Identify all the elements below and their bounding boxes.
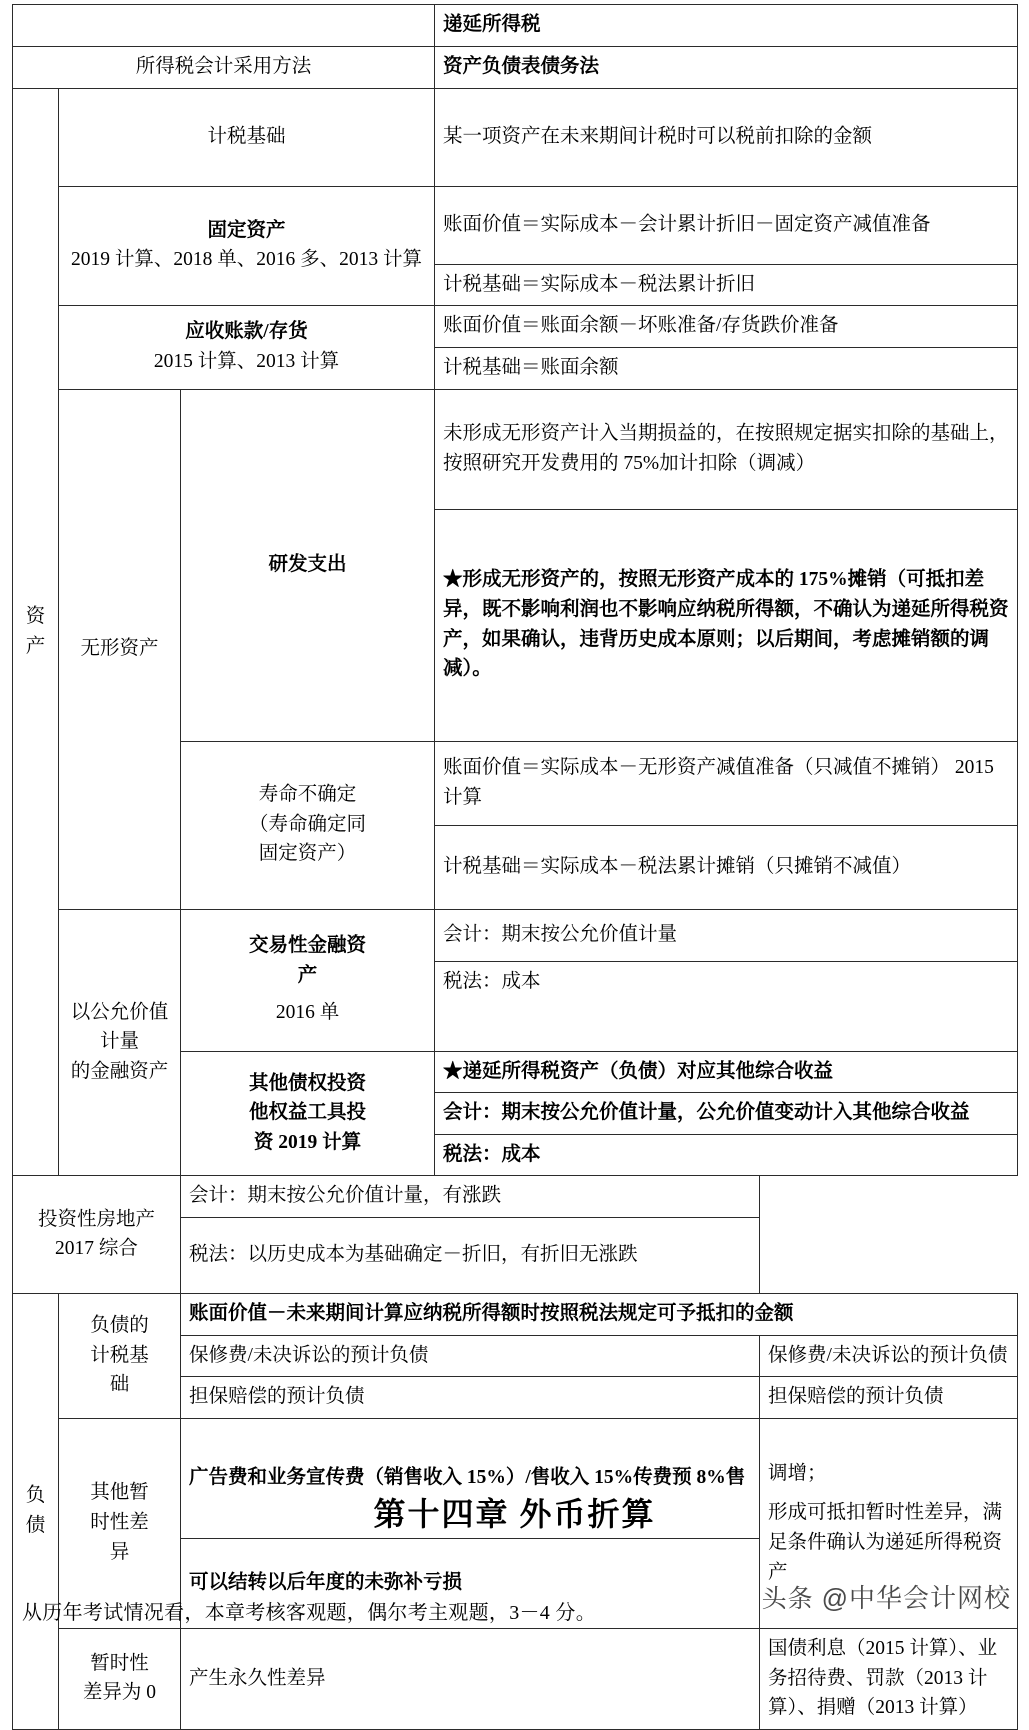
watermark-handle: @中华会计网校 (821, 1583, 1011, 1613)
other-debt-row-2: 税法：成本 (435, 1134, 1018, 1176)
liab-tax-basis-line2: 计税基 (90, 1344, 149, 1366)
table-row-liab-basis-def (13, 1294, 1018, 1336)
fv-financial-line2: 的金融资产 (70, 1060, 169, 1082)
trading-asset-row-0: 会计：期末按公允价值计量 (435, 909, 1018, 961)
liab-tax-basis-label (59, 1294, 181, 1419)
table-row-title (13, 5, 1018, 47)
trading-asset-line1: 交易性金融资 (249, 935, 367, 957)
investment-property-label (13, 1176, 181, 1294)
table-row-invprop-1 (13, 1176, 1018, 1218)
investment-property-row-0: 会计：期末按公允价值计量，有涨跌 (181, 1176, 760, 1218)
fixed-assets-exam-notes: 2019 计算、2018 单、2016 多、2013 计算 (71, 249, 423, 271)
receivables-row-1: 计税基础＝账面余额 (435, 347, 1018, 389)
liab-pair-0-right: 保修费/未决诉讼的预计负债 (760, 1335, 1018, 1377)
liab-tax-basis-line3: 础 (109, 1374, 130, 1396)
trading-asset-label (181, 909, 435, 1051)
trading-asset-row-1: 税法：成本 (435, 961, 1018, 1051)
zero-temp-diff-line1: 暂时性 (90, 1652, 149, 1674)
tax-basis-label: 计税基础 (59, 88, 435, 186)
indefinite-life-line3: 固定资产） (258, 843, 357, 865)
other-debt-label (181, 1051, 435, 1176)
investment-property-row-1: 税法：以历史成本为基础确定－折旧，有折旧无涨跌 (181, 1218, 760, 1294)
deferred-tax-summary-table (12, 4, 1018, 1730)
table-row-trading-1 (13, 909, 1018, 961)
trading-asset-line3: 2016 单 (275, 1002, 340, 1024)
assets-spine-label (13, 88, 59, 1176)
tax-basis-value: 某一项资产在未来期间计税时可以税前扣除的金额 (435, 88, 1018, 186)
indefinite-life-line2: （寿命确定同 (249, 813, 367, 835)
other-temp-diff-result-line1: 调增； (768, 1462, 827, 1484)
trading-asset-line2: 产 (297, 964, 318, 986)
zero-temp-diff-line2: 差异为 0 (82, 1682, 157, 1704)
zero-temp-diff-cause: 产生永久性差异 (181, 1628, 760, 1729)
receivables-label (59, 306, 435, 389)
table-title-cell: 递延所得税 (435, 5, 1018, 47)
zero-temp-diff-label (59, 1628, 181, 1729)
other-temp-diff-line1: 其他暂 (90, 1482, 149, 1504)
investment-property-line2: 2017 综合 (55, 1238, 138, 1260)
indefinite-life-row-0: 账面价值＝实际成本－无形资产减值准备（只减值不摊销） 2015 计算 (435, 741, 1018, 825)
table-row-fixed-assets-1 (13, 186, 1018, 264)
assets-spine-text: 资产 (25, 605, 46, 657)
rd-row-1: ★形成无形资产的，按照无形资产成本的 175%摊销（可抵扣差异，既不影响利润也不影响应纳税所得额，不确认为递延所得税资产，如果确认，违背历史成本原则；以后期间，考虑摊销额的调减）。 (435, 509, 1018, 741)
receivables-exam-notes: 2015 计算、2013 计算 (153, 350, 340, 372)
receivables-title: 应收账款/存货 (185, 321, 308, 343)
table-row-receivables-1 (13, 306, 1018, 348)
table-row-zero-temp (13, 1628, 1018, 1729)
liab-pair-1-right: 担保赔偿的预计负债 (760, 1377, 1018, 1419)
liab-pair-1-left: 担保赔偿的预计负债 (181, 1377, 760, 1419)
receivables-row-0: 账面价值＝账面余额－坏账准备/存货跌价准备 (435, 306, 1018, 348)
investment-property-line1: 投资性房地产 (37, 1208, 155, 1230)
fixed-assets-label (59, 186, 435, 306)
fixed-assets-title: 固定资产 (207, 219, 286, 241)
table-row-method (13, 47, 1018, 89)
watermark-prefix: 头条 (761, 1585, 822, 1613)
other-debt-row-0: ★递延所得税资产（负债）对应其他综合收益 (435, 1051, 1018, 1093)
other-debt-row-1: 会计：期末按公允价值计量，公允价值变动计入其他综合收益 (435, 1093, 1018, 1135)
rd-label: 研发支出 (181, 389, 435, 741)
other-debt-line1: 其他债权投资 (249, 1072, 367, 1094)
liabilities-spine-text: 负债 (25, 1485, 46, 1536)
chapter-heading: 第十四章 外币折算 (373, 1496, 656, 1532)
fixed-assets-row-0: 账面价值＝实际成本－会计累计折旧－固定资产减值准备 (435, 186, 1018, 264)
fixed-assets-row-1: 计税基础＝实际成本－税法累计折旧 (435, 264, 1018, 306)
chapter-footnote: 从历年考试情况看，本章考核客观题，偶尔考主观题，3－4 分。 (22, 1602, 596, 1624)
fv-financial-label (59, 909, 181, 1176)
table-row-asset-tax-basis (13, 88, 1018, 186)
method-label: 所得税会计采用方法 (13, 47, 435, 89)
indefinite-life-line1: 寿命不确定 (258, 784, 357, 806)
other-debt-line2: 他权益工具投 (249, 1102, 367, 1124)
other-temp-diff-line3: 异 (109, 1541, 130, 1563)
title-empty-cell (13, 5, 435, 47)
rd-row-0: 未形成无形资产计入当期损益的，在按照规定据实扣除的基础上，按照研究开发费用的 75%加计扣除（调减） (435, 389, 1018, 509)
table-row-rd-1 (13, 389, 1018, 509)
other-temp-diff-item-1: 可以结转以后年度的未弥补亏损 (181, 1538, 760, 1628)
other-temp-diff-result-line2: 形成可抵扣暂时性差异，满足条件确认为递延所得税资产 (768, 1502, 1003, 1583)
other-temp-diff-line2: 时性差 (90, 1512, 149, 1534)
liab-tax-basis-line1: 负债的 (90, 1315, 149, 1336)
method-value: 资产负债表债务法 (435, 47, 1018, 89)
fv-financial-line1: 以公允价值计量 (70, 1001, 169, 1053)
zero-temp-diff-examples: 国债利息（2015 计算）、业务招待费、罚款（2013 计算）、捐赠（2013 计算） (760, 1628, 1018, 1729)
liab-tax-basis-definition: 账面价值－未来期间计算应纳税所得额时按照税法规定可予抵扣的金额 (181, 1294, 1018, 1336)
other-debt-line3: 资 2019 计算 (253, 1131, 362, 1153)
intangible-label: 无形资产 (59, 389, 181, 909)
other-temp-diff-item-0: 广告费和业务宣传费（销售收入 15%）/售收入 15%传费预 8%售 (181, 1418, 760, 1538)
watermark (762, 1578, 1011, 1615)
indefinite-life-label (181, 741, 435, 909)
liab-pair-0-left: 保修费/未决诉讼的预计负债 (181, 1335, 760, 1377)
indefinite-life-row-1: 计税基础＝实际成本－税法累计摊销（只摊销不减值） (435, 825, 1018, 909)
